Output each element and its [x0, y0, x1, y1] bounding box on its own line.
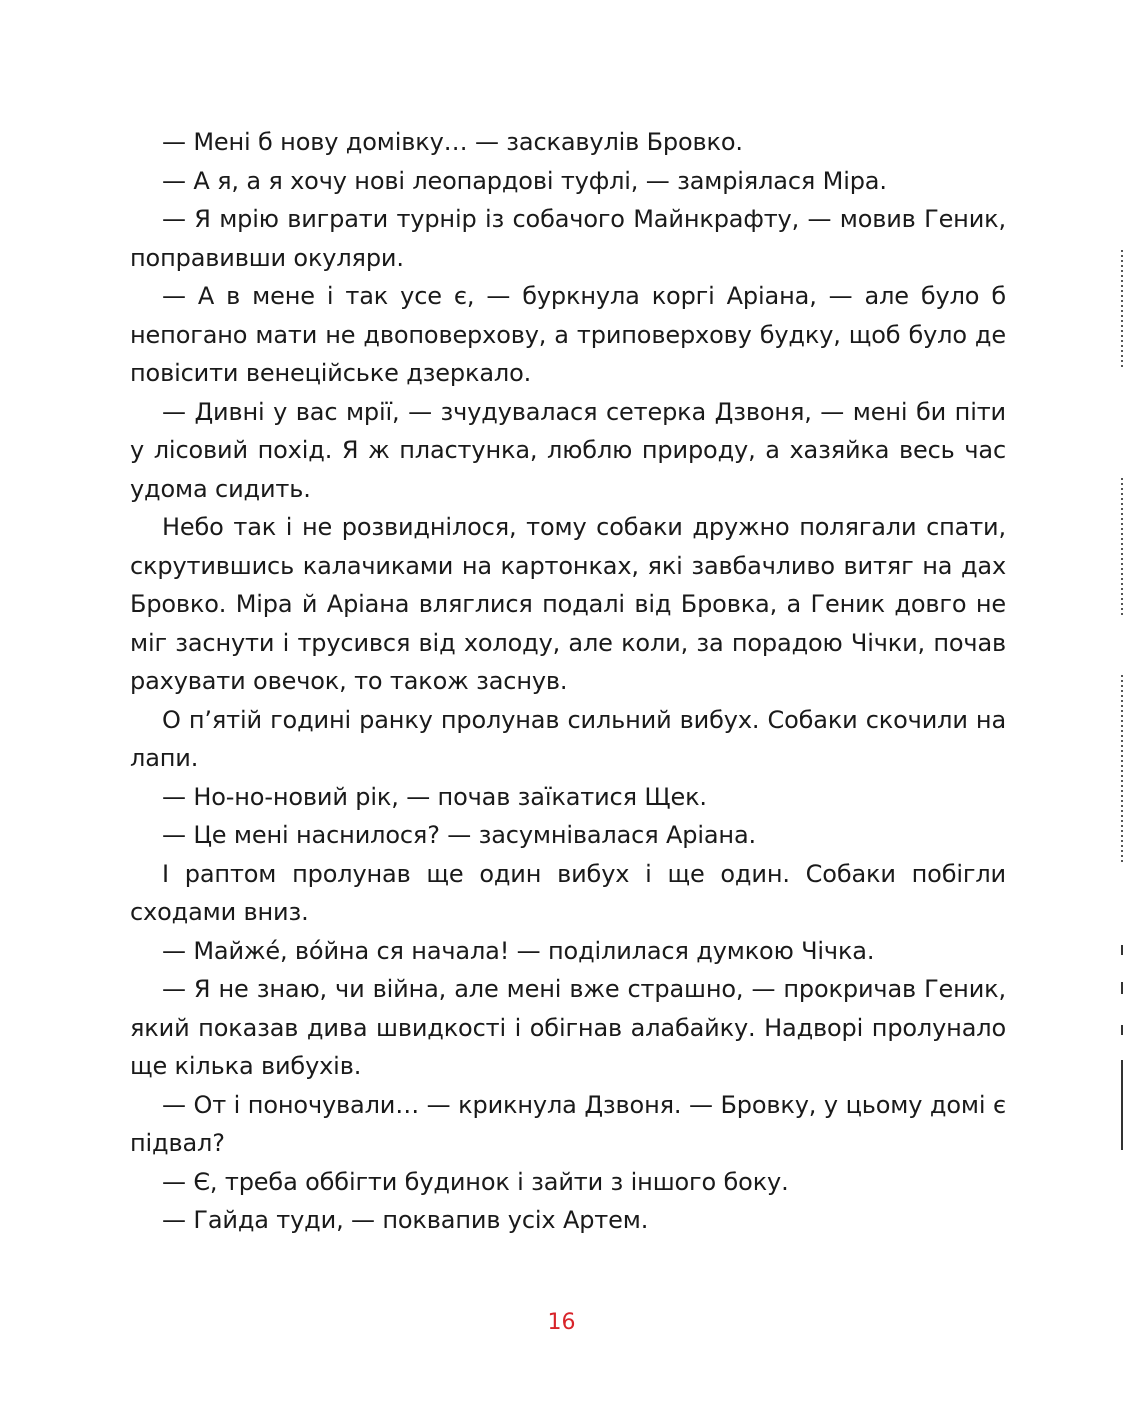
paragraph: — А я, а я хочу нові леопардові туфлі, — замріялася Міра. [162, 166, 887, 195]
paragraph: — Дивні у вас мрії, — зчудувалася сетерка Дзвоня, — мені би піти у лісовий похід. Я ж пластунка, люблю природу, а хазяйка весь час удома сидить. [130, 397, 1006, 503]
paragraph: — Мені б нову домівку… — заскавулів Бровко. [162, 128, 743, 156]
paragraph: Небо так і не розвиднілося, тому собаки дружно полягали спати, скрутившись калачиками на картонках, які завбачливо витяг на дах Бровко. Міра й Аріана вляглися подалі від Бровка, а Геник довго не міг заснути і трусився від холоду, але коли, за порадою Чічки, почав рахувати овечок, то також заснув. [130, 513, 1006, 695]
story-text [130, 123, 1006, 1240]
paragraph: — Це мені наснилося? — засумнівалася Аріана. [162, 821, 756, 849]
paragraph: — Майже́, во́йна ся начала! — поділилася думкою Чічка. [162, 936, 875, 965]
paragraph: — От і поночували… — крикнула Дзвоня. — Бровку, у цьому домі є підвал? [130, 1090, 1006, 1157]
paragraph: — Я мрію виграти турнір із собачого Майнкрафту, — мовив Геник, поправивши окуляри. [130, 205, 1006, 272]
paragraph: — Є, треба оббігти будинок і зайти з іншого боку. [162, 1167, 789, 1196]
page-number: 16 [547, 1310, 576, 1335]
paragraph: — Но-но-новий рік, — почав заїкатися Щек. [162, 782, 707, 811]
paragraph: — А в мене і так усе є, — буркнула коргі Аріана, — але було б непогано мати не двоповерхову, а триповерхову будку, щоб було де повісити венеційське дзеркало. [130, 282, 1006, 387]
paragraph: О п’ятій годині ранку пролунав сильний вибух. Собаки скочили на лапи. [130, 705, 1006, 772]
paragraph: І раптом пролунав ще один вибух і ще один. Собаки побігли сходами вниз. [130, 859, 1006, 926]
paragraph: — Я не знаю, чи війна, але мені вже страшно, — прокричав Геник, який показав дива швидкості і обігнав алабайку. Надворі пролунало ще кілька вибухів. [130, 975, 1006, 1080]
paragraph: — Гайда туди, — поквапив усіх Артем. [162, 1206, 649, 1234]
page-edge-marks [1118, 250, 1123, 1150]
